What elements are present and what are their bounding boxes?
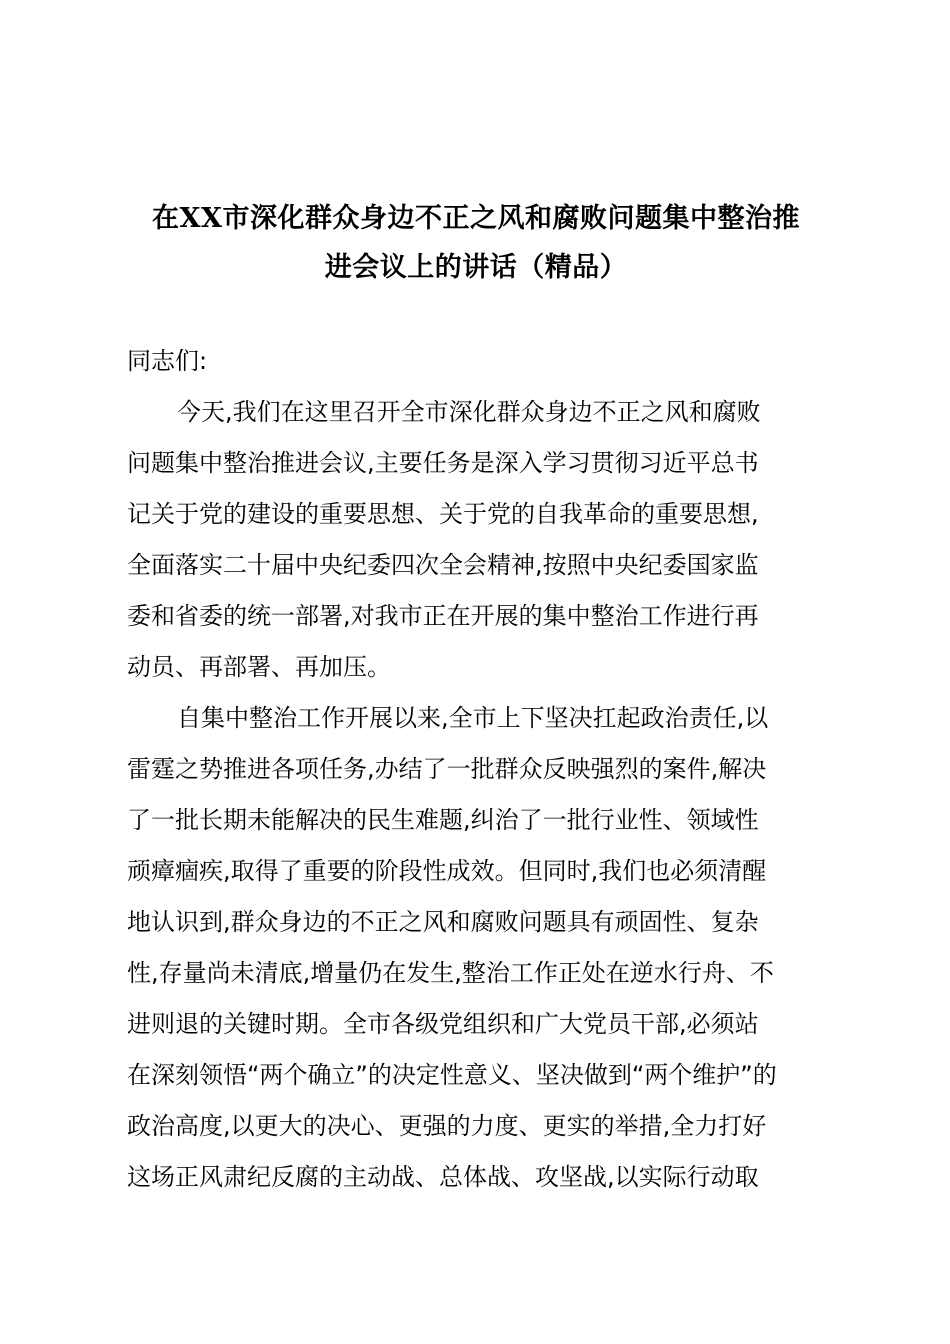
document-title <box>126 194 826 292</box>
paragraph-line: 今天,我们在这里召开全市深化群众身边不正之风和腐败 <box>177 398 761 426</box>
paragraph-line: 性,存量尚未清底,增量仍在发生,整治工作正处在逆水行舟、不 <box>127 959 774 987</box>
paragraph-line: 委和省委的统一部署,对我市正在开展的集中整治工作进行再 <box>127 602 759 630</box>
paragraph-line: 自集中整治工作开展以来,全市上下坚决扛起政治责任,以 <box>177 704 769 732</box>
document-body <box>127 336 824 1203</box>
title-line-2: 进会议上的讲话（精品） <box>324 252 628 283</box>
paragraph-line: 问题集中整治推进会议,主要任务是深入学习贯彻习近平总书 <box>127 449 759 477</box>
paragraph-line: 政治高度,以更大的决心、更强的力度、更实的举措,全力打好 <box>127 1112 767 1140</box>
paragraph-line: 动员、再部署、再加压。 <box>127 653 391 681</box>
paragraph-line: 这场正风肃纪反腐的主动战、总体战、攻坚战,以实际行动取 <box>127 1163 759 1191</box>
paragraph-line: 了一批长期未能解决的民生难题,纠治了一批行业性、领域性 <box>127 806 759 834</box>
paragraph-line: 记关于党的建设的重要思想、关于党的自我革命的重要思想, <box>127 500 759 528</box>
paragraph-line: 在深刻领悟“两个确立”的决定性意义、坚决做到“两个维护”的 <box>127 1061 777 1089</box>
paragraph-2 <box>127 693 824 1203</box>
paragraph-line: 地认识到,群众身边的不正之风和腐败问题具有顽固性、复杂 <box>127 908 759 936</box>
salutation: 同志们: <box>127 347 208 375</box>
paragraph-1 <box>127 387 824 693</box>
paragraph-line: 顽瘴痼疾,取得了重要的阶段性成效。但同时,我们也必须清醒 <box>127 857 767 885</box>
title-line-1: 在XX市深化群众身边不正之风和腐败问题集中整治推 <box>152 203 800 234</box>
paragraph-line: 雷霆之势推进各项任务,办结了一批群众反映强烈的案件,解决 <box>127 755 767 783</box>
paragraph-line: 全面落实二十届中央纪委四次全会精神,按照中央纪委国家监 <box>127 551 759 579</box>
paragraph-line: 进则退的关键时期。全市各级党组织和广大党员干部,必须站 <box>127 1010 759 1038</box>
